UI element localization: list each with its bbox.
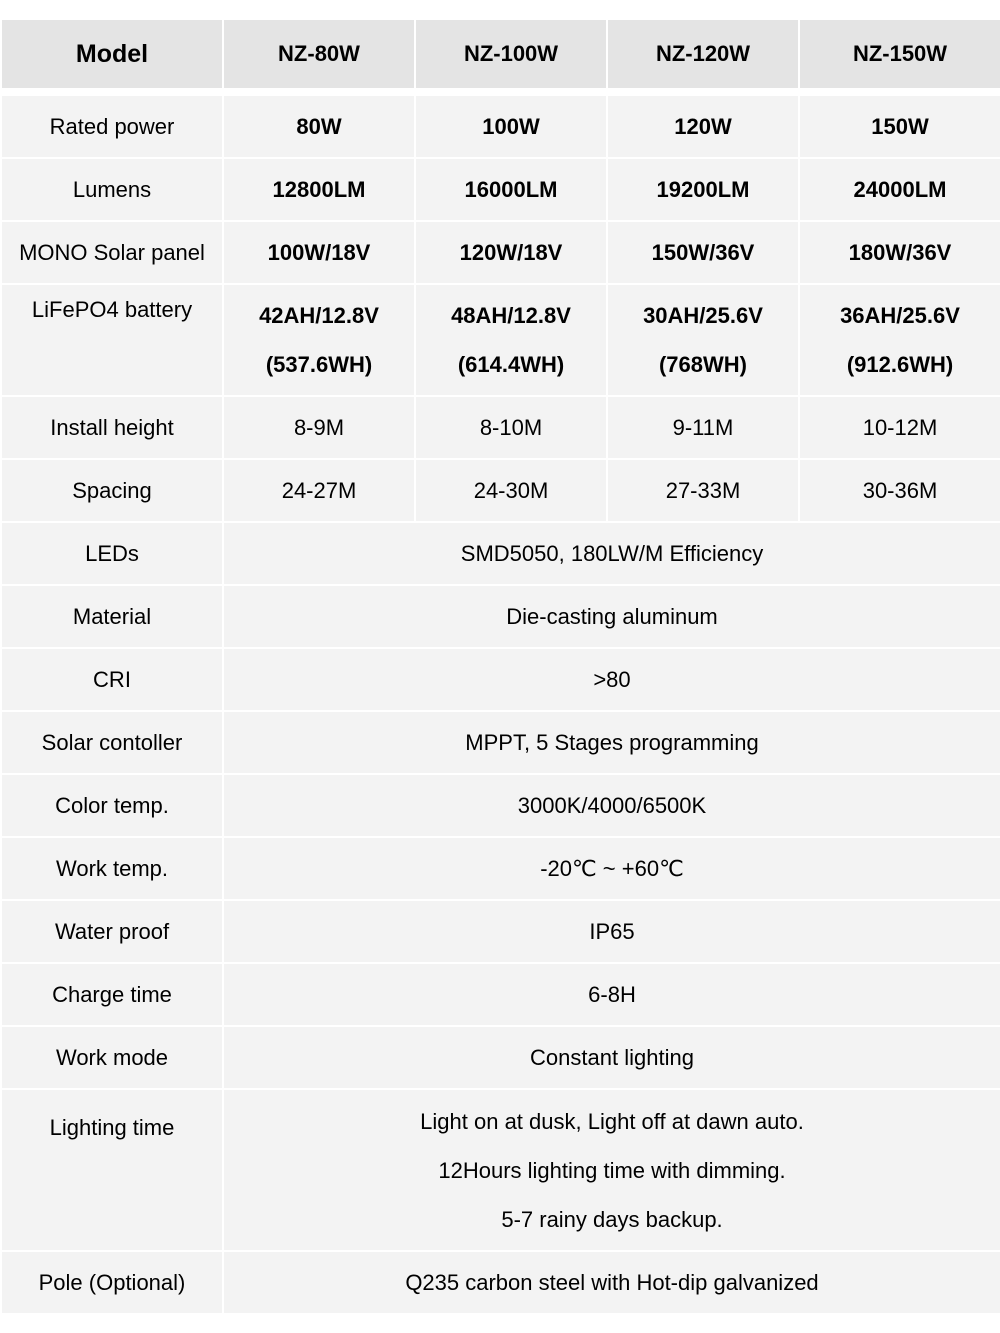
row-label: Rated power: [1, 95, 223, 158]
row-label: Color temp.: [1, 774, 223, 837]
row-water-proof: [1, 900, 1000, 963]
battery-energy: (614.4WH): [457, 352, 565, 377]
battery-capacity: 42AH/12.8V: [259, 303, 379, 328]
battery-capacity: 48AH/12.8V: [451, 303, 571, 328]
cell-value: 8-9M: [223, 396, 415, 459]
row-color-temp: [1, 774, 1000, 837]
header-model-3: NZ-120W: [607, 19, 799, 89]
cell-value: 9-11M: [607, 396, 799, 459]
cell-value: 6-8H: [223, 963, 1000, 1026]
row-label: Work temp.: [1, 837, 223, 900]
header-model-label: Model: [1, 19, 223, 89]
row-charge-time: [1, 963, 1000, 1026]
row-label: LEDs: [1, 522, 223, 585]
row-pole: [1, 1251, 1000, 1314]
row-solar-panel: [1, 221, 1000, 284]
row-leds: [1, 522, 1000, 585]
lighting-line-2: 12Hours lighting time with dimming.: [438, 1157, 786, 1183]
header-model-4: NZ-150W: [799, 19, 1000, 89]
header-row: [1, 19, 1000, 89]
row-solar-controller: [1, 711, 1000, 774]
cell-value: Die-casting aluminum: [223, 585, 1000, 648]
row-label: CRI: [1, 648, 223, 711]
cell-value: 150W/36V: [607, 221, 799, 284]
cell-value: 30-36M: [799, 459, 1000, 522]
cell-value: [223, 1089, 1000, 1251]
cell-value: [607, 284, 799, 396]
row-work-mode: [1, 1026, 1000, 1089]
cell-value: 3000K/4000/6500K: [223, 774, 1000, 837]
cell-value: 150W: [799, 95, 1000, 158]
row-label: Charge time: [1, 963, 223, 1026]
row-label: Pole (Optional): [1, 1251, 223, 1314]
cell-value: 180W/36V: [799, 221, 1000, 284]
row-lumens: [1, 158, 1000, 221]
cell-value: [415, 284, 607, 396]
cell-value: IP65: [223, 900, 1000, 963]
row-material: [1, 585, 1000, 648]
cell-value: -20℃ ~ +60℃: [223, 837, 1000, 900]
row-label-text: LiFePO4 battery: [31, 297, 193, 322]
row-label: [1, 284, 223, 396]
row-label: MONO Solar panel: [1, 221, 223, 284]
cell-value: 12800LM: [223, 158, 415, 221]
spec-table: [0, 18, 1000, 1315]
cell-value: 100W/18V: [223, 221, 415, 284]
row-label: [1, 1089, 223, 1251]
cell-value: 8-10M: [415, 396, 607, 459]
battery-energy: (768WH): [658, 352, 747, 377]
cell-value: 19200LM: [607, 158, 799, 221]
cell-value: 80W: [223, 95, 415, 158]
cell-value: 24000LM: [799, 158, 1000, 221]
battery-capacity: 36AH/25.6V: [840, 303, 960, 328]
spec-table-wrapper: [0, 18, 1000, 1315]
row-work-temp: [1, 837, 1000, 900]
cell-value: 27-33M: [607, 459, 799, 522]
lighting-line-3: 5-7 rainy days backup.: [501, 1206, 723, 1232]
row-label: Lumens: [1, 158, 223, 221]
cell-value: Q235 carbon steel with Hot-dip galvanized: [223, 1251, 1000, 1314]
cell-value: MPPT, 5 Stages programming: [223, 711, 1000, 774]
cell-value: [223, 284, 415, 396]
battery-capacity: 30AH/25.6V: [643, 303, 763, 328]
row-install-height: [1, 396, 1000, 459]
row-battery: [1, 284, 1000, 396]
row-rated-power: [1, 95, 1000, 158]
cell-value: Constant lighting: [223, 1026, 1000, 1089]
row-label-text: Lighting time: [49, 1115, 175, 1140]
battery-energy: (912.6WH): [846, 352, 954, 377]
cell-value: 24-27M: [223, 459, 415, 522]
row-label: Water proof: [1, 900, 223, 963]
cell-value: 16000LM: [415, 158, 607, 221]
row-label: Material: [1, 585, 223, 648]
header-model-2: NZ-100W: [415, 19, 607, 89]
cell-value: >80: [223, 648, 1000, 711]
cell-value: SMD5050, 180LW/M Efficiency: [223, 522, 1000, 585]
row-lighting-time: [1, 1089, 1000, 1251]
row-label: Solar contoller: [1, 711, 223, 774]
lighting-line-1: Light on at dusk, Light off at dawn auto.: [420, 1108, 804, 1134]
row-label: Spacing: [1, 459, 223, 522]
cell-value: 120W/18V: [415, 221, 607, 284]
cell-value: 24-30M: [415, 459, 607, 522]
row-spacing: [1, 459, 1000, 522]
cell-value: 10-12M: [799, 396, 1000, 459]
cell-value: [799, 284, 1000, 396]
cell-value: 100W: [415, 95, 607, 158]
row-label: Work mode: [1, 1026, 223, 1089]
battery-energy: (537.6WH): [265, 352, 373, 377]
row-label: Install height: [1, 396, 223, 459]
cell-value: 120W: [607, 95, 799, 158]
row-cri: [1, 648, 1000, 711]
header-model-1: NZ-80W: [223, 19, 415, 89]
